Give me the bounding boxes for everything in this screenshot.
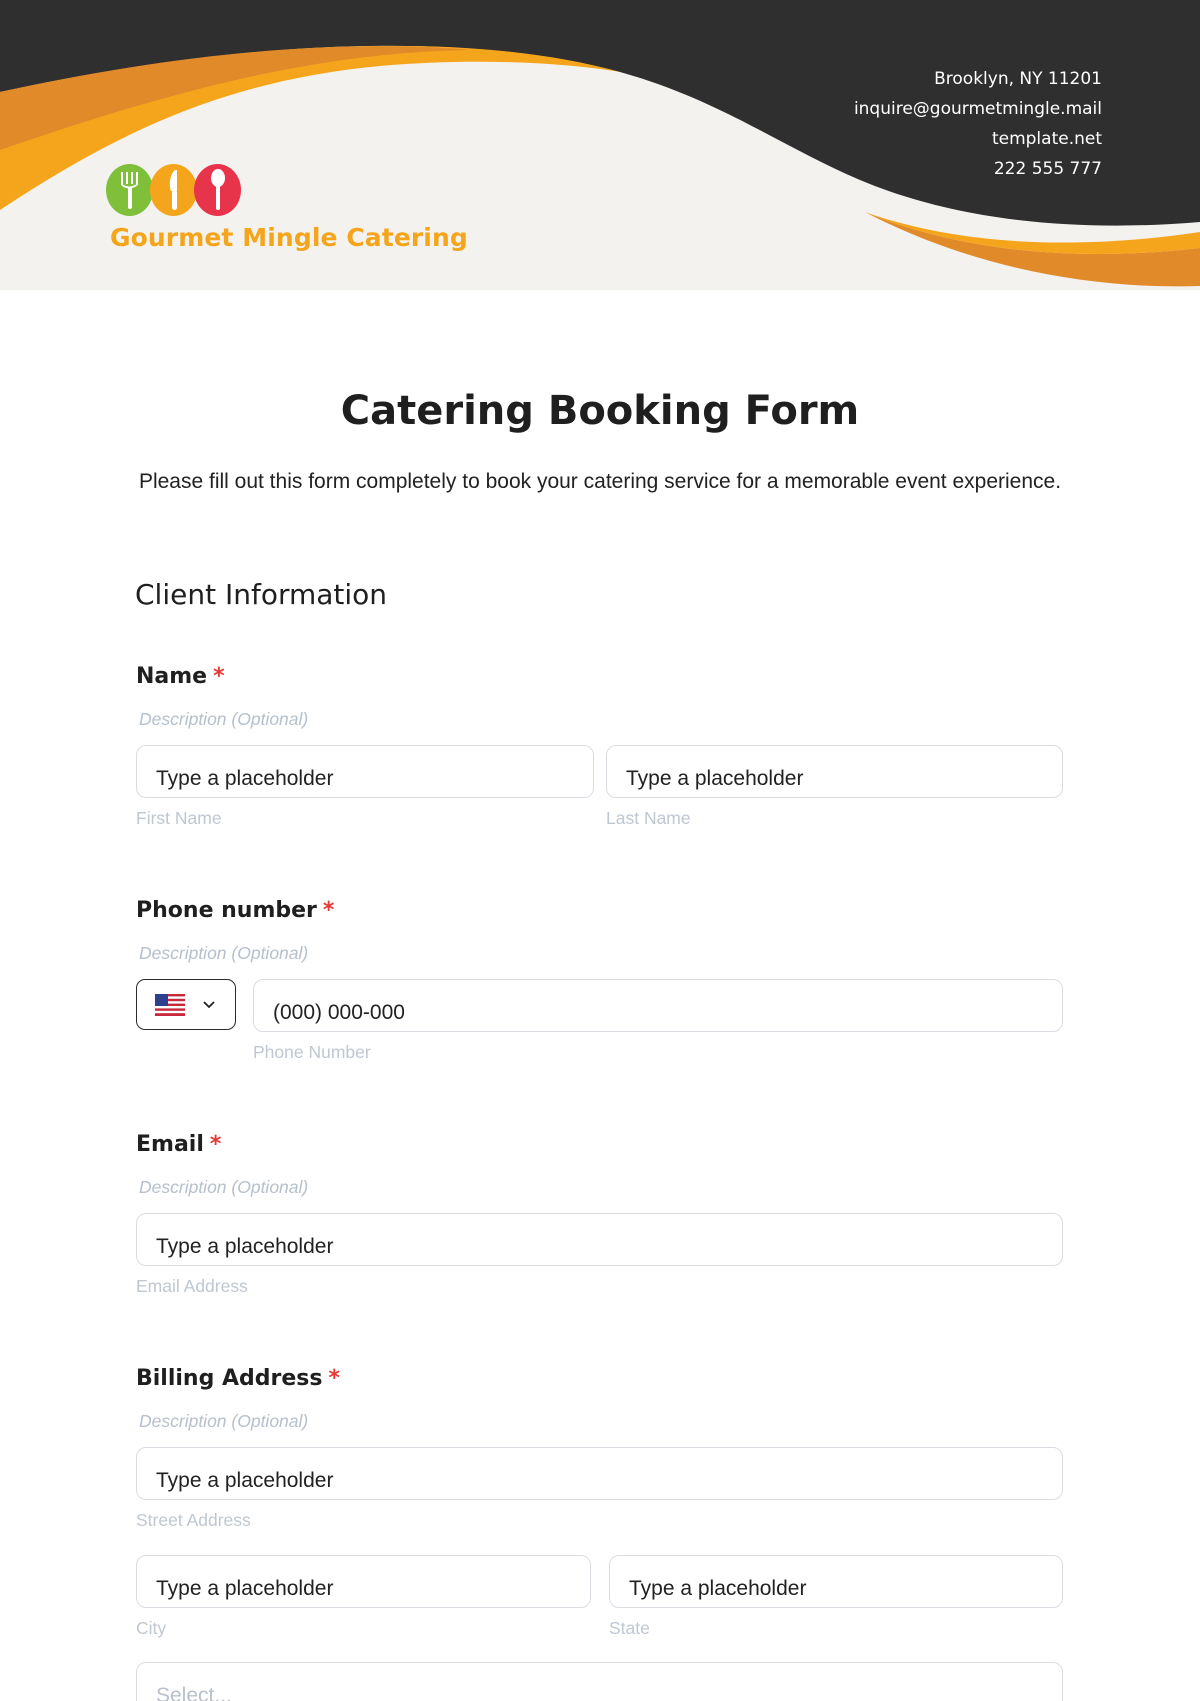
form-intro: Please fill out this form completely to book your catering service for a memorable event experience. xyxy=(138,470,1062,493)
us-flag-icon xyxy=(155,994,185,1016)
phone-description: Description (Optional) xyxy=(139,943,309,963)
chevron-down-icon xyxy=(203,1001,215,1009)
page-header xyxy=(0,0,1200,290)
last-name-value: Type a placeholder xyxy=(626,767,804,790)
email-sublabel: Email Address xyxy=(136,1276,248,1296)
first-name-value: Type a placeholder xyxy=(156,767,334,790)
email-input[interactable] xyxy=(136,1213,1063,1266)
billing-address-description: Description (Optional) xyxy=(139,1411,309,1431)
brand-name: Gourmet Mingle Catering xyxy=(110,223,468,252)
required-marker: * xyxy=(328,1366,340,1391)
contact-email[interactable]: inquire@gourmetmingle.mail xyxy=(853,99,1102,119)
contact-info xyxy=(854,64,1102,184)
brand-logo xyxy=(106,164,238,216)
knife-icon xyxy=(150,164,197,216)
fork-icon xyxy=(106,164,153,216)
required-marker: * xyxy=(322,898,335,923)
phone-label xyxy=(136,898,334,923)
country-code-select[interactable] xyxy=(136,979,236,1030)
phone-label-text: Phone number xyxy=(136,898,317,923)
country-select[interactable] xyxy=(136,1662,1063,1701)
state-value: Type a placeholder xyxy=(629,1577,807,1600)
last-name-input[interactable] xyxy=(606,745,1063,798)
email-description: Description (Optional) xyxy=(139,1177,309,1197)
contact-phone: 222 555 777 xyxy=(993,159,1102,179)
spoon-icon xyxy=(194,164,241,216)
country-select-placeholder: Select... xyxy=(156,1684,232,1701)
phone-value: (000) 000-000 xyxy=(273,1001,405,1024)
email-label-text: Email xyxy=(136,1132,204,1157)
required-marker: * xyxy=(209,1132,222,1157)
required-marker: * xyxy=(213,664,225,689)
name-description: Description (Optional) xyxy=(139,709,309,729)
first-name-input[interactable] xyxy=(136,745,594,798)
contact-address: Brooklyn, NY 11201 xyxy=(934,69,1102,89)
section-title-client-information: Client Information xyxy=(135,578,388,611)
form-title: Catering Booking Form xyxy=(340,388,860,434)
street-address-sublabel: Street Address xyxy=(136,1510,251,1530)
first-name-sublabel: First Name xyxy=(136,808,222,828)
city-value: Type a placeholder xyxy=(156,1577,334,1600)
city-sublabel: City xyxy=(136,1618,167,1638)
street-address-input[interactable] xyxy=(136,1447,1063,1500)
state-sublabel: State xyxy=(609,1618,650,1638)
phone-sublabel: Phone Number xyxy=(253,1042,371,1062)
email-label xyxy=(136,1132,221,1157)
last-name-sublabel: Last Name xyxy=(606,808,691,828)
billing-address-label xyxy=(136,1366,340,1391)
city-input[interactable] xyxy=(136,1555,591,1608)
state-input[interactable] xyxy=(609,1555,1063,1608)
email-value: Type a placeholder xyxy=(156,1235,334,1258)
name-label-text: Name xyxy=(136,664,208,689)
name-label xyxy=(136,664,225,689)
phone-input[interactable] xyxy=(253,979,1063,1032)
contact-website[interactable]: template.net xyxy=(991,129,1102,149)
billing-address-label-text: Billing Address xyxy=(136,1366,323,1391)
street-address-value: Type a placeholder xyxy=(156,1469,334,1492)
